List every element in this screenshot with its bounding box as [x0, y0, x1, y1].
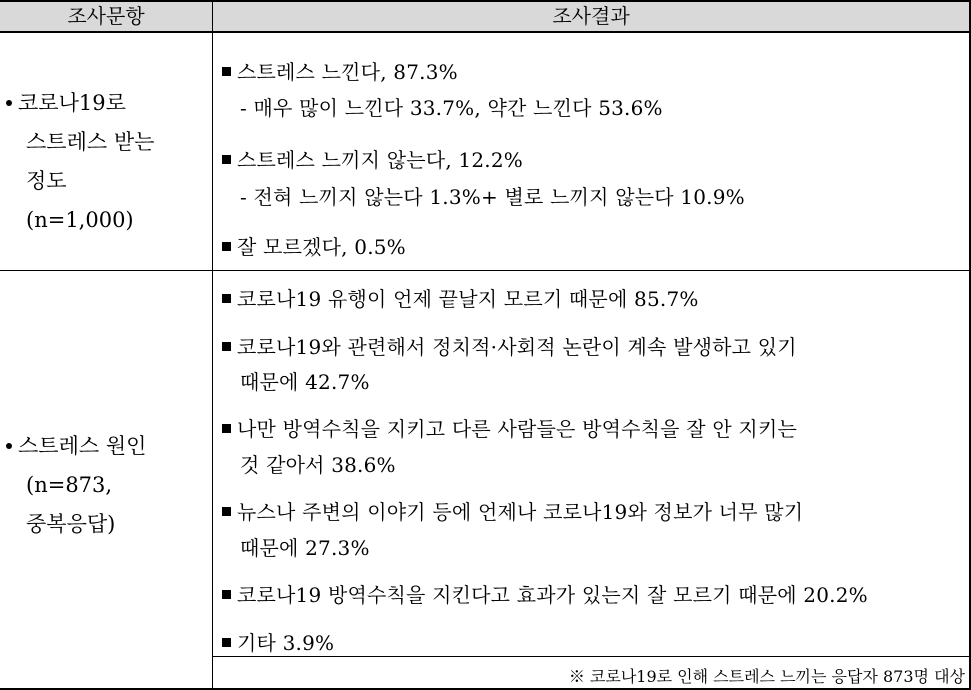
- header-survey-item: 조사문항: [67, 4, 145, 28]
- row2-question-line: 스트레스 원인: [6, 427, 146, 466]
- row2-note: 중복응답): [26, 512, 116, 536]
- row1-sample-size: (n=1,000): [26, 208, 134, 232]
- bullet-dot-icon: [6, 443, 12, 449]
- bullet-square-icon: [222, 155, 231, 164]
- list-item: 나만 방역수칙을 지키고 다른 사람들은 방역수칙을 잘 안 지키는: [222, 413, 797, 442]
- bullet-dot-icon: [6, 100, 12, 106]
- header-survey-result: 조사결과: [552, 4, 630, 28]
- bullet-square-icon: [222, 424, 231, 433]
- list-item-continuation: 것 같아서 38.6%: [240, 453, 396, 477]
- row1-question-line: 코로나19로: [6, 84, 154, 123]
- bullet-square-icon: [222, 242, 231, 251]
- bullet-square-icon: [222, 507, 231, 516]
- list-item: 코로나19와 관련해서 정치적·사회적 논란이 계속 발생하고 있기: [222, 331, 797, 360]
- list-item: 스트레스 느낀다, 87.3%: [222, 56, 458, 85]
- bullet-square-icon: [222, 67, 231, 76]
- list-item: 잘 모르겠다, 0.5%: [222, 231, 406, 260]
- list-subitem: - 전혀 느끼지 않는다 1.3%+ 별로 느끼지 않는다 10.9%: [240, 185, 745, 209]
- bullet-square-icon: [222, 294, 231, 303]
- row-divider: [0, 270, 971, 271]
- footnote: ※ 코로나19로 인해 스트레스 느끼는 응답자 873명 대상: [568, 667, 965, 686]
- row2-sample-size: (n=873,: [26, 473, 113, 497]
- row2-question: [6, 427, 146, 544]
- list-item-continuation: 때문에 27.3%: [240, 536, 370, 560]
- list-item-continuation: 때문에 42.7%: [240, 370, 370, 394]
- list-item: 뉴스나 주변의 이야기 등에 언제나 코로나19와 정보가 너무 많기: [222, 496, 803, 525]
- list-item: 스트레스 느끼지 않는다, 12.2%: [222, 144, 523, 173]
- list-item: 코로나19 방역수칙을 지킨다고 효과가 있는지 잘 모르기 때문에 20.2%: [222, 579, 868, 608]
- row1-question: [6, 84, 154, 240]
- footnote-divider: [212, 656, 971, 657]
- list-subitem: - 매우 많이 느낀다 33.7%, 약간 느낀다 53.6%: [240, 96, 663, 120]
- header-bottom-border: [0, 31, 971, 33]
- bullet-square-icon: [222, 342, 231, 351]
- list-item: 기타 3.9%: [222, 627, 334, 656]
- bullet-square-icon: [222, 638, 231, 647]
- bullet-square-icon: [222, 590, 231, 599]
- row1-question-line: 스트레스 받는: [26, 130, 155, 154]
- column-divider: [212, 0, 213, 690]
- list-item: 코로나19 유행이 언제 끝날지 모르기 때문에 85.7%: [222, 283, 699, 312]
- row1-question-line: 정도: [26, 169, 67, 193]
